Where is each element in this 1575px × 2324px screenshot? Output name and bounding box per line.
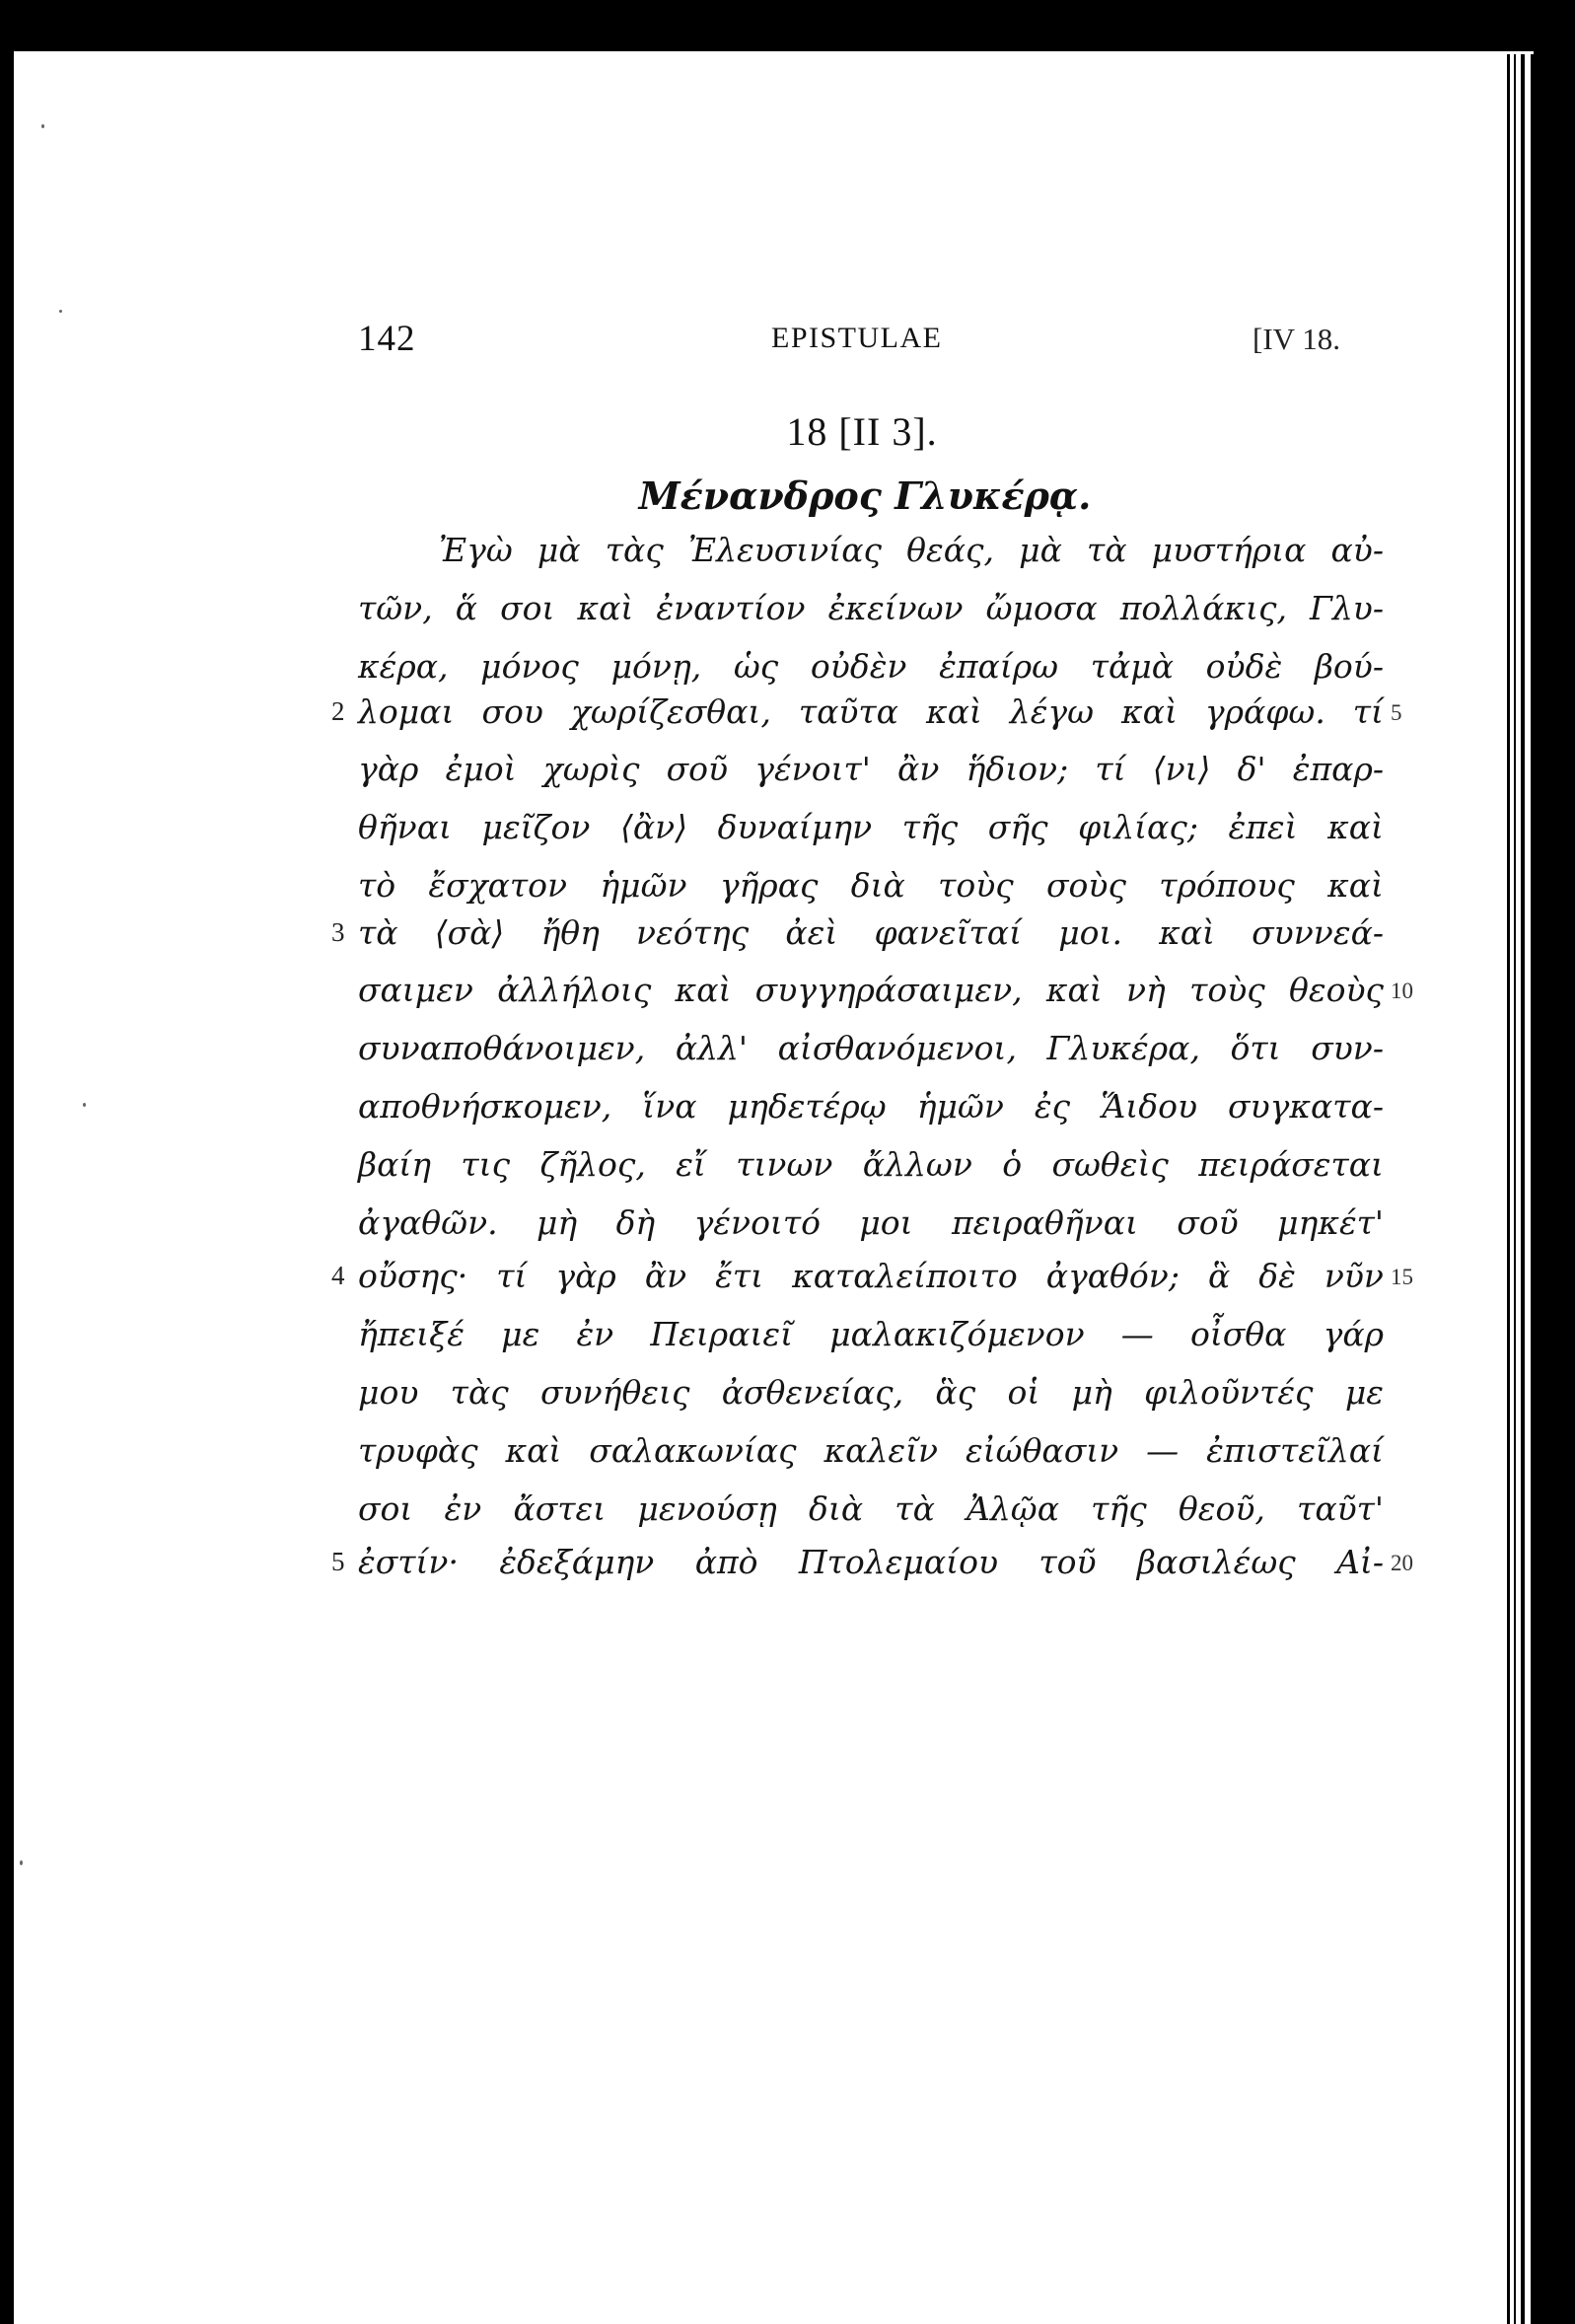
section-number: 2: [331, 696, 345, 726]
scan-right-border: [1507, 54, 1575, 2324]
line-number: 15: [1391, 1265, 1413, 1289]
scan-speck: [20, 1860, 23, 1865]
text-line: θῆναι μεῖζον ⟨ἂν⟩ δυναίμην τῆς σῆς φιλίας; ἐπεὶ καὶ: [358, 808, 1384, 846]
text-line: μου τὰς συνήθεις ἀσθενείας, ἃς οἱ μὴ φιλοῦντές με: [358, 1373, 1384, 1412]
scan-speck: [83, 1103, 86, 1107]
page-number: 142: [358, 319, 416, 359]
scan-speck: [59, 310, 62, 313]
text-line: Ἐγὼ μὰ τὰς Ἐλευσινίας θεάς, μὰ τὰ μυστήρια αὐ-: [439, 531, 1384, 569]
page-header: [14, 318, 1534, 367]
text-line: συναποθάνοιμεν, ἀλλ' αἰσθανόμενοι, Γλυκέρα, ὅτι συν-: [358, 1029, 1384, 1067]
letter-title: Μένανδρος Γλυκέρᾳ.: [638, 473, 1092, 518]
line-number: 20: [1391, 1551, 1413, 1575]
text-line: λομαι σου χωρίζεσθαι, ταῦτα καὶ λέγω καὶ γράφω. τί: [358, 692, 1384, 731]
running-title: EPISTULAE: [771, 322, 943, 354]
text-line: σαιμεν ἀλλήλοις καὶ συγγηράσαιμεν, καὶ νὴ τοὺς θεοὺς: [358, 971, 1384, 1009]
text-line: τῶν, ἅ σοι καὶ ἐναντίον ἐκείνων ὤμοσα πολλάκις, Γλυ-: [358, 589, 1384, 627]
section-reference: [IV 18.: [1253, 322, 1340, 356]
text-line: ἐστίν· ἐδεξάμην ἀπὸ Πτολεμαίου τοῦ βασιλέως Αἰ-: [358, 1543, 1384, 1581]
text-line: σοι ἐν ἄστει μενούσῃ διὰ τὰ Ἀλῷα τῆς θεοῦ, ταῦτ': [358, 1489, 1384, 1528]
text-line: ἤπειξέ με ἐν Πειραιεῖ μαλακιζόμενον — οἶσθα γάρ: [358, 1315, 1384, 1353]
section-number: 5: [331, 1547, 345, 1576]
line-number: 5: [1391, 700, 1402, 725]
scan-speck: [41, 124, 44, 128]
text-line: βαίη τις ζῆλος, εἴ τινων ἄλλων ὁ σωθεὶς πειράσεται: [358, 1145, 1384, 1184]
text-line: τρυφὰς καὶ σαλακωνίας καλεῖν εἰώθασιν — ἐπιστεῖλαί: [358, 1431, 1384, 1470]
scan-top-border: [0, 0, 1575, 51]
line-number: 10: [1391, 979, 1413, 1003]
book-page: [14, 51, 1534, 2324]
text-line: γὰρ ἐμοὶ χωρὶς σοῦ γένοιτ' ἂν ἥδιον; τί ⟨νι⟩ δ' ἐπαρ-: [358, 750, 1384, 788]
text-line: οὔσης· τί γὰρ ἂν ἔτι καταλείποιτο ἀγαθόν; ἃ δὲ νῦν: [358, 1257, 1384, 1295]
section-number: 4: [331, 1261, 345, 1290]
text-line: αποθνήσκομεν, ἵνα μηδετέρῳ ἡμῶν ἐς Ἅιδου συγκατα-: [358, 1087, 1384, 1126]
letter-number: 18 [II 3].: [786, 409, 938, 454]
text-line: ἀγαθῶν. μὴ δὴ γένοιτό μοι πειραθῆναι σοῦ μηκέτ': [358, 1203, 1384, 1242]
text-line: κέρα, μόνος μόνῃ, ὡς οὐδὲν ἐπαίρω τἀμὰ οὐδὲ βού-: [358, 647, 1384, 686]
text-line: τὰ ⟨σὰ⟩ ἤθη νεότης ἀεὶ φανεῖταί μοι. καὶ συννεά-: [358, 913, 1384, 952]
text-line: τὸ ἔσχατον ἡμῶν γῆρας διὰ τοὺς σοὺς τρόπους καὶ: [358, 866, 1384, 905]
section-number: 3: [331, 917, 345, 947]
